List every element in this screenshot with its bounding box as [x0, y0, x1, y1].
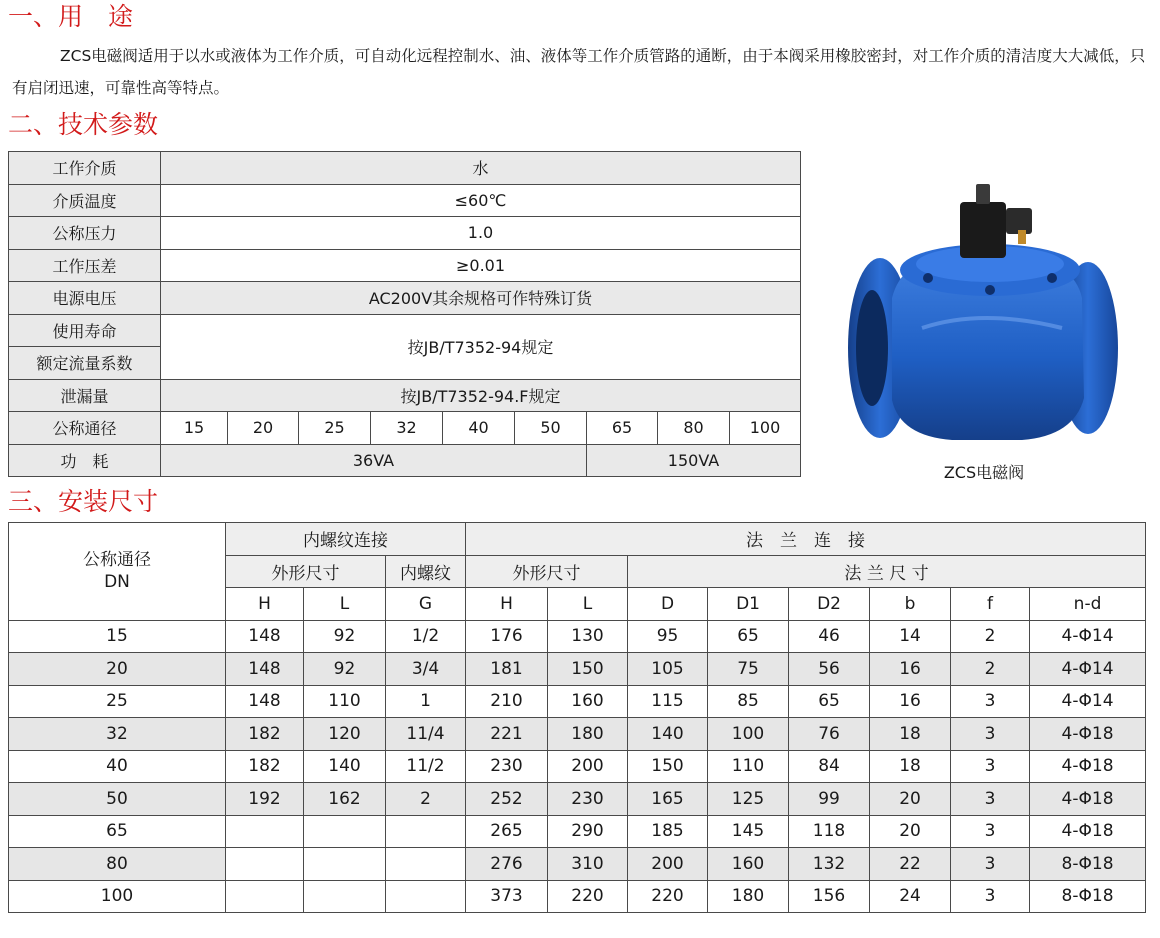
- table-cell: 4-Φ18: [1030, 718, 1146, 751]
- table-cell: 4-Φ14: [1030, 620, 1146, 653]
- outer-size-header: 外形尺寸: [466, 555, 628, 588]
- table-cell: 210: [466, 685, 548, 718]
- diameter-cell: 15: [161, 412, 228, 445]
- table-row: [9, 783, 1146, 816]
- table-cell: 3: [951, 815, 1030, 848]
- power-small: 36VA: [161, 444, 587, 477]
- dn-cell: 25: [9, 685, 226, 718]
- dimensions-table: [8, 522, 1146, 913]
- spec-row-power: [9, 444, 801, 477]
- table-cell: 220: [548, 880, 628, 913]
- spec-value: 水: [161, 152, 801, 185]
- table-cell: 125: [708, 783, 789, 816]
- table-cell: 310: [548, 848, 628, 881]
- dims-header-row-1: [9, 523, 1146, 556]
- table-row: [9, 620, 1146, 653]
- table-cell: 148: [226, 685, 304, 718]
- spec-label: 工作压差: [9, 249, 161, 282]
- table-cell: 8-Φ18: [1030, 880, 1146, 913]
- table-cell: 84: [789, 750, 870, 783]
- table-cell: 140: [304, 750, 386, 783]
- table-cell: 3: [951, 685, 1030, 718]
- table-cell: 180: [708, 880, 789, 913]
- spec-row-pressure: [9, 217, 801, 250]
- table-cell: 156: [789, 880, 870, 913]
- table-cell: 110: [304, 685, 386, 718]
- table-cell: 20: [870, 815, 951, 848]
- table-cell: 4-Φ14: [1030, 653, 1146, 686]
- table-row: [9, 718, 1146, 751]
- table-cell: 3: [951, 718, 1030, 751]
- col-header: D1: [708, 588, 789, 621]
- cable-gland: [1018, 230, 1026, 244]
- col-header: D2: [789, 588, 870, 621]
- dn-cell: 20: [9, 653, 226, 686]
- table-cell: 18: [870, 750, 951, 783]
- table-cell: 22: [870, 848, 951, 881]
- valve-photo: [842, 178, 1128, 456]
- table-cell: 265: [466, 815, 548, 848]
- col-header: f: [951, 588, 1030, 621]
- spec-value: 1.0: [161, 217, 801, 250]
- section-heading-install: 三、安装尺寸: [8, 487, 159, 516]
- table-cell: 180: [548, 718, 628, 751]
- table-cell: 192: [226, 783, 304, 816]
- solenoid-stem: [976, 184, 990, 204]
- table-cell: 16: [870, 685, 951, 718]
- dn-header: [9, 523, 226, 621]
- table-cell: 4-Φ18: [1030, 783, 1146, 816]
- spec-label: 额定流量系数: [9, 347, 161, 380]
- spec-value: ≥0.01: [161, 249, 801, 282]
- table-cell: 2: [951, 653, 1030, 686]
- table-cell: 92: [304, 653, 386, 686]
- table-cell: [304, 848, 386, 881]
- spec-label: 泄漏量: [9, 379, 161, 412]
- section-heading-params: 二、技术参数: [8, 110, 159, 139]
- table-cell: 176: [466, 620, 548, 653]
- dims-body: [9, 620, 1146, 913]
- table-cell: 200: [548, 750, 628, 783]
- table-cell: 115: [628, 685, 708, 718]
- table-cell: 165: [628, 783, 708, 816]
- table-row: [9, 848, 1146, 881]
- table-cell: 18: [870, 718, 951, 751]
- table-cell: 3: [951, 880, 1030, 913]
- table-cell: 148: [226, 653, 304, 686]
- col-header: n-d: [1030, 588, 1146, 621]
- table-cell: 252: [466, 783, 548, 816]
- table-cell: 1: [386, 685, 466, 718]
- table-cell: 65: [789, 685, 870, 718]
- table-cell: 92: [304, 620, 386, 653]
- dn-cell: 32: [9, 718, 226, 751]
- col-header: H: [466, 588, 548, 621]
- dn-cell: 80: [9, 848, 226, 881]
- diameter-cell: 25: [299, 412, 371, 445]
- dn-cell: 40: [9, 750, 226, 783]
- table-cell: 75: [708, 653, 789, 686]
- table-cell: 14: [870, 620, 951, 653]
- table-cell: 2: [386, 783, 466, 816]
- spec-row-temperature: [9, 184, 801, 217]
- table-cell: 221: [466, 718, 548, 751]
- table-cell: 95: [628, 620, 708, 653]
- thread-group-header: 内螺纹连接: [226, 523, 466, 556]
- table-cell: 24: [870, 880, 951, 913]
- outer-size-header: 外形尺寸: [226, 555, 386, 588]
- power-large: 150VA: [587, 444, 801, 477]
- valve-illustration: [842, 178, 1128, 456]
- table-cell: [304, 880, 386, 913]
- table-row: [9, 750, 1146, 783]
- diameter-cell: 40: [443, 412, 515, 445]
- table-row: [9, 815, 1146, 848]
- flange-size-header: 法 兰 尺 寸: [628, 555, 1146, 588]
- table-cell: 148: [226, 620, 304, 653]
- table-cell: 46: [789, 620, 870, 653]
- table-cell: 11/4: [386, 718, 466, 751]
- table-cell: 76: [789, 718, 870, 751]
- table-cell: 220: [628, 880, 708, 913]
- spec-value: 按JB/T7352-94.F规定: [161, 379, 801, 412]
- table-cell: 1/2: [386, 620, 466, 653]
- table-cell: 230: [548, 783, 628, 816]
- spec-row-diameter: [9, 412, 801, 445]
- table-cell: 3: [951, 783, 1030, 816]
- spec-label: 介质温度: [9, 184, 161, 217]
- spec-label: 公称压力: [9, 217, 161, 250]
- table-cell: 230: [466, 750, 548, 783]
- table-cell: [386, 880, 466, 913]
- col-header: L: [548, 588, 628, 621]
- section-heading-use: 一、用 途: [8, 2, 134, 31]
- table-cell: 3/4: [386, 653, 466, 686]
- left-bore: [856, 290, 888, 406]
- table-cell: 56: [789, 653, 870, 686]
- table-cell: 120: [304, 718, 386, 751]
- table-cell: [386, 848, 466, 881]
- table-cell: 145: [708, 815, 789, 848]
- table-cell: 182: [226, 750, 304, 783]
- spec-table: [8, 151, 801, 477]
- table-cell: 4-Φ18: [1030, 815, 1146, 848]
- inner-thread-header: 内螺纹: [386, 555, 466, 588]
- bolt-icon: [1047, 273, 1057, 283]
- table-cell: 150: [548, 653, 628, 686]
- table-cell: 65: [708, 620, 789, 653]
- diameter-cell: 65: [587, 412, 658, 445]
- col-header: G: [386, 588, 466, 621]
- spec-value: ≤60℃: [161, 184, 801, 217]
- bolt-icon: [923, 273, 933, 283]
- table-cell: 181: [466, 653, 548, 686]
- table-cell: [226, 880, 304, 913]
- col-header: H: [226, 588, 304, 621]
- table-cell: 150: [628, 750, 708, 783]
- table-cell: 160: [548, 685, 628, 718]
- spec-value: AC200V其余规格可作特殊订货: [161, 282, 801, 315]
- table-cell: 20: [870, 783, 951, 816]
- spec-label: 功 耗: [9, 444, 161, 477]
- table-row: [9, 880, 1146, 913]
- table-cell: 182: [226, 718, 304, 751]
- table-cell: 99: [789, 783, 870, 816]
- dn-sub: DN: [104, 572, 130, 593]
- table-cell: [386, 815, 466, 848]
- table-cell: 85: [708, 685, 789, 718]
- spec-row-pressure-diff: [9, 249, 801, 282]
- table-cell: [226, 815, 304, 848]
- col-header: D: [628, 588, 708, 621]
- table-cell: 373: [466, 880, 548, 913]
- table-cell: 4-Φ14: [1030, 685, 1146, 718]
- flange-group-header: 法 兰 连 接: [466, 523, 1146, 556]
- spec-row-voltage: [9, 282, 801, 315]
- table-cell: 130: [548, 620, 628, 653]
- solenoid-coil: [960, 202, 1006, 258]
- diameter-cell: 100: [730, 412, 801, 445]
- table-cell: 140: [628, 718, 708, 751]
- table-cell: 162: [304, 783, 386, 816]
- spec-row-life: [9, 314, 801, 347]
- spec-row-leakage: [9, 379, 801, 412]
- spec-label: 公称通径: [9, 412, 161, 445]
- diameter-cell: 80: [658, 412, 730, 445]
- spec-label: 电源电压: [9, 282, 161, 315]
- description-paragraph: ZCS电磁阀适用于以水或液体为工作介质，可自动化远程控制水、油、液体等工作介质管路的通断，由于本阀采用橡胶密封，对工作介质的清洁度大大减低，只有启闭迅速，可靠性高等特点。: [12, 47, 1146, 97]
- table-cell: 290: [548, 815, 628, 848]
- table-cell: 2: [951, 620, 1030, 653]
- table-cell: 110: [708, 750, 789, 783]
- table-cell: 8-Φ18: [1030, 848, 1146, 881]
- spec-label: 使用寿命: [9, 314, 161, 347]
- table-cell: 118: [789, 815, 870, 848]
- spec-row-medium: [9, 152, 801, 185]
- table-cell: 276: [466, 848, 548, 881]
- spec-label: 工作介质: [9, 152, 161, 185]
- table-cell: 3: [951, 750, 1030, 783]
- diameter-cell: 50: [515, 412, 587, 445]
- bolt-icon: [985, 285, 995, 295]
- col-header: b: [870, 588, 951, 621]
- table-cell: 200: [628, 848, 708, 881]
- table-row: [9, 685, 1146, 718]
- table-cell: 11/2: [386, 750, 466, 783]
- col-header: L: [304, 588, 386, 621]
- table-cell: [226, 848, 304, 881]
- table-row: [9, 653, 1146, 686]
- table-cell: 100: [708, 718, 789, 751]
- diameter-cell: 32: [371, 412, 443, 445]
- dn-cell: 100: [9, 880, 226, 913]
- table-cell: 160: [708, 848, 789, 881]
- dn-cell: 65: [9, 815, 226, 848]
- table-cell: 3: [951, 848, 1030, 881]
- dn-label: 公称通径: [83, 550, 151, 571]
- table-cell: 4-Φ18: [1030, 750, 1146, 783]
- product-caption: ZCS电磁阀: [943, 463, 1025, 482]
- diameter-cell: 20: [228, 412, 299, 445]
- table-cell: 105: [628, 653, 708, 686]
- table-cell: 132: [789, 848, 870, 881]
- table-cell: 16: [870, 653, 951, 686]
- dn-cell: 15: [9, 620, 226, 653]
- table-cell: [304, 815, 386, 848]
- dn-cell: 50: [9, 783, 226, 816]
- spec-value: 按JB/T7352-94规定: [161, 314, 801, 379]
- table-cell: 185: [628, 815, 708, 848]
